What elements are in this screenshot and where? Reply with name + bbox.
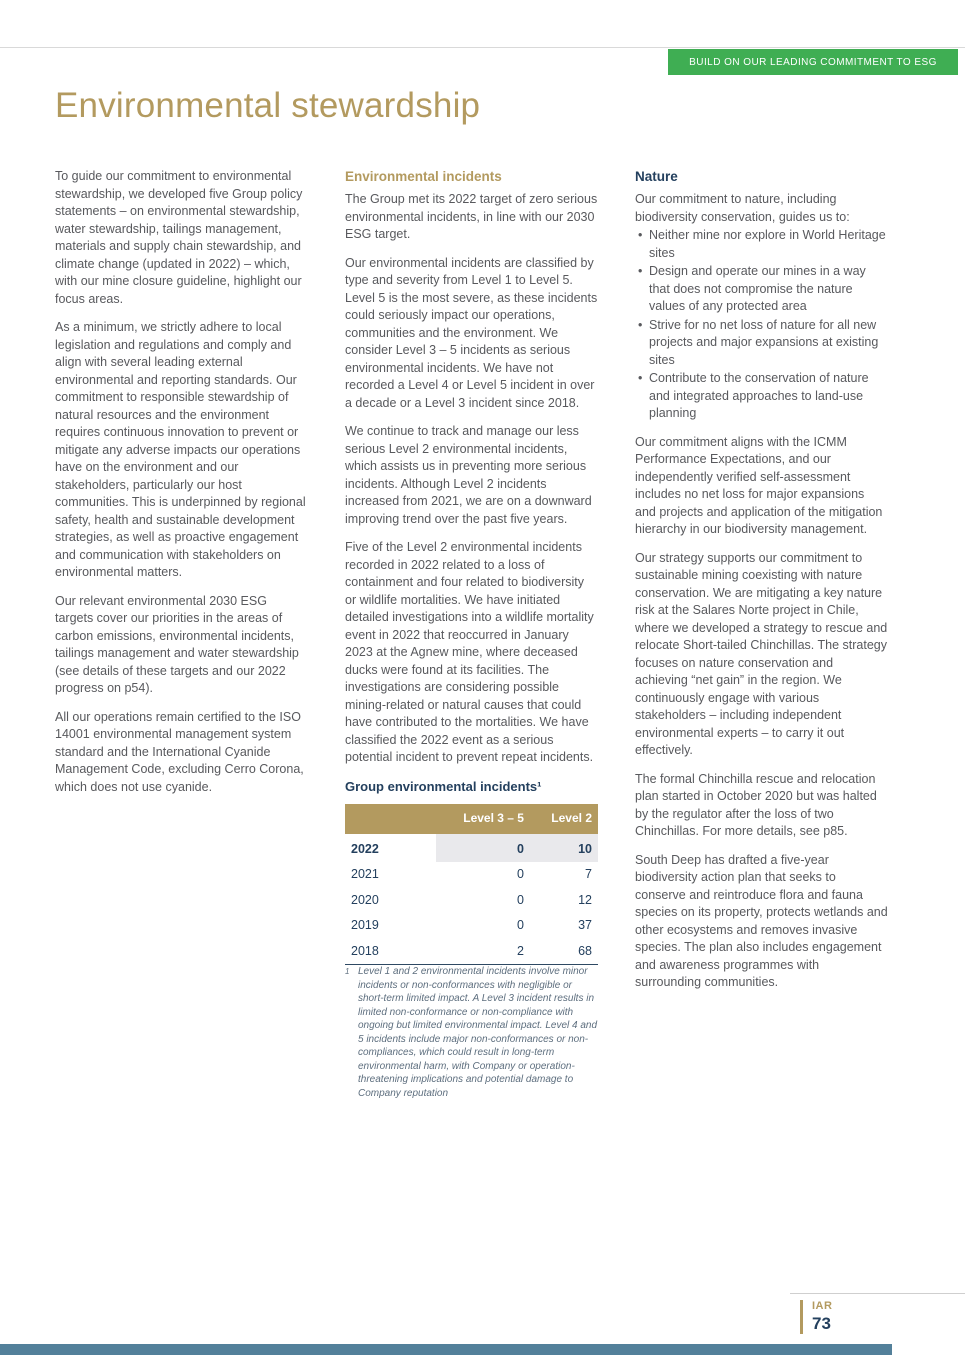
section-heading-nature: Nature (635, 169, 678, 184)
year-cell: 2022 (351, 841, 379, 856)
bullet-item: • Strive for no net loss of nature for all new projects and major expansions at existing sites (649, 317, 888, 370)
paragraph: Our strategy supports our commitment to sustainable mining coexisting with nature conservation. We are mitigating a key nature risk at the Salares Norte project in Chile, where we developed a strategy to rescue and relocate Short-tailed Chinchillas. The strategy focuses on nature conservation and achieving “net gain” in the region. We continuously engage with various stakeholders – including independent environmental experts – to carry it out effectively. (635, 550, 888, 757)
table-row (345, 862, 598, 888)
paragraph: South Deep has drafted a five-year biodiversity action plan that seeks to conserve and reintroduce flora and fauna species on its property, protects wetlands and other ecosystems and removes invasive species. The plan also includes engagement and awareness programmes with surrounding communities. (635, 852, 888, 989)
value-cell: 37 (578, 918, 592, 932)
footer-iar-label: IAR (812, 1300, 833, 1312)
bullet-list (635, 227, 888, 423)
table-footnote (345, 965, 598, 1100)
table-header-level2: Level 2 (530, 804, 598, 834)
table-header-level35: Level 3 – 5 (436, 804, 530, 834)
esg-banner (668, 49, 958, 75)
value-cell: 0 (517, 918, 524, 932)
bullet-item: • Design and operate our mines in a way that does not compromise the nature values of any protected area (649, 263, 888, 316)
bottom-bar (0, 1344, 892, 1355)
bullet-item: • Contribute to the conservation of nature and integrated approaches to land-use planning (649, 370, 888, 423)
paragraph: Our environmental incidents are classified by type and severity from Level 1 to Level 5. Level 5 is the most severe, as these incidents could seriously impact our operations, communities and the environment. We consider Level 3 – 5 incidents as serious environmental incidents. We have not recorded a Level 4 or Level 5 incident in over a decade or a Level 3 incident since 2018. (345, 255, 598, 410)
year-cell: 2018 (351, 943, 379, 958)
content-columns (55, 168, 888, 1111)
value-cell: 10 (530, 834, 598, 863)
paragraph: The formal Chinchilla rescue and relocation plan started in October 2020 but was halted by the regulator after the loss of two Chinchillas. For more details, see p85. (635, 771, 877, 838)
section-heading-environmental-incidents: Environmental incidents (345, 169, 502, 184)
paragraph: As a minimum, we strictly adhere to local legislation and regulations and comply and align with several leading external environmental and reporting standards. Our commitment to responsible stewardship of natural resources and the environment requires continuous innovation to prevent or mitigate any adverse impacts our operations have on the environment and our stakeholders, particularly our host communities. This is underpinned by regional safety, health and sustainable development strategies, as well as proactive engagement and communication with stakeholders on environmental matters. (55, 320, 306, 579)
incidents-table (345, 804, 598, 965)
table-row (345, 834, 598, 863)
value-cell: 68 (578, 943, 592, 958)
paragraph: Our commitment to nature, including biodiversity conservation, guides us to: (635, 192, 850, 224)
table-header-year (345, 804, 436, 834)
paragraph: All our operations remain certified to the ISO 14001 environmental management system standard and the International Cyanide Management Code, excluding Cerro Corona, which does not use cyanide. (55, 709, 304, 794)
paragraph: We continue to track and manage our less serious Level 2 environmental incidents, which assists us in preventing more serious incidents. Although Level 2 incidents increased from 2021, we are on a downward improving trend over the past five years. (345, 424, 592, 526)
value-cell: 0 (517, 867, 524, 881)
paragraph: To guide our commitment to environmental stewardship, we developed five Group policy statements – on environmental stewardship, water stewardship, tailings management, materials and supply chain stewardship, and climate change (updated in 2022) – which, with our mine closure guideline, highlight our focus areas. (55, 169, 303, 306)
value-cell: 7 (585, 867, 592, 881)
footnote-text: Level 1 and 2 environmental incidents involve minor incidents or non-conformances with negligible or short-term limited impact. A Level 3 incident results in limited non-conformance or non-compliance with ongoing but limited environmental impact. Level 4 and 5 incidents include major non-conformances or non-compliances, which could result in long-term environmental harm, with Company or operation-threatening implications and potential damage to Company reputation (358, 966, 598, 1099)
top-divider (0, 47, 965, 48)
page-footer (800, 1300, 832, 1334)
column-nature (635, 168, 888, 1111)
value-cell: 0 (517, 892, 524, 907)
bullet-item: • Neither mine nor explore in World Heritage sites (649, 227, 888, 262)
year-cell: 2020 (351, 892, 379, 907)
value-cell: 12 (578, 892, 592, 907)
column-environmental-incidents (345, 168, 598, 1111)
esg-banner-label: BUILD ON OUR LEADING COMMITMENT TO ESG (689, 56, 937, 68)
paragraph: Five of the Level 2 environmental incidents recorded in 2022 related to a loss of containment and four related to biodiversity or wildlife mortalities. We have initiated detailed investigations into a wildlife mortality event in 2022 that reoccurred in January 2023 at the Agnew mine, where deceased ducks were found at its facilities. The investigations are considering possible mining-related or natural causes that could have contributed to the mortalities. We have classified the 2022 event as a serious potential incident to prevent repeat incidents. (345, 540, 594, 764)
year-cell: 2021 (351, 867, 379, 881)
value-cell: 0 (436, 834, 530, 863)
table-row (345, 939, 598, 965)
value-cell: 2 (517, 943, 524, 958)
page-title: Environmental stewardship (55, 86, 481, 125)
paragraph: Our commitment aligns with the ICMM Performance Expectations, and our independently verified self-assessment includes no net loss for major expansions and projects and application of the mitigation hierarchy in our biodiversity management. (635, 434, 883, 536)
paragraph: The Group met its 2022 target of zero serious environmental incidents, in line with our 2030 ESG target. (345, 192, 598, 241)
table-row (345, 888, 598, 914)
table-row (345, 913, 598, 939)
incidents-table-title: Group environmental incidents¹ (345, 778, 542, 794)
footer-divider (790, 1293, 965, 1294)
column-intro (55, 168, 308, 1111)
footer-page-number: 73 (812, 1314, 831, 1333)
year-cell: 2019 (351, 918, 379, 932)
paragraph: Our relevant environmental 2030 ESG targets cover our priorities in the areas of carbon emissions, environmental incidents, tailings management and water stewardship (see details of these targets and our 2022 progress on p54). (55, 593, 299, 695)
table-header-row (345, 804, 598, 834)
footnote-marker: 1 (345, 967, 350, 976)
